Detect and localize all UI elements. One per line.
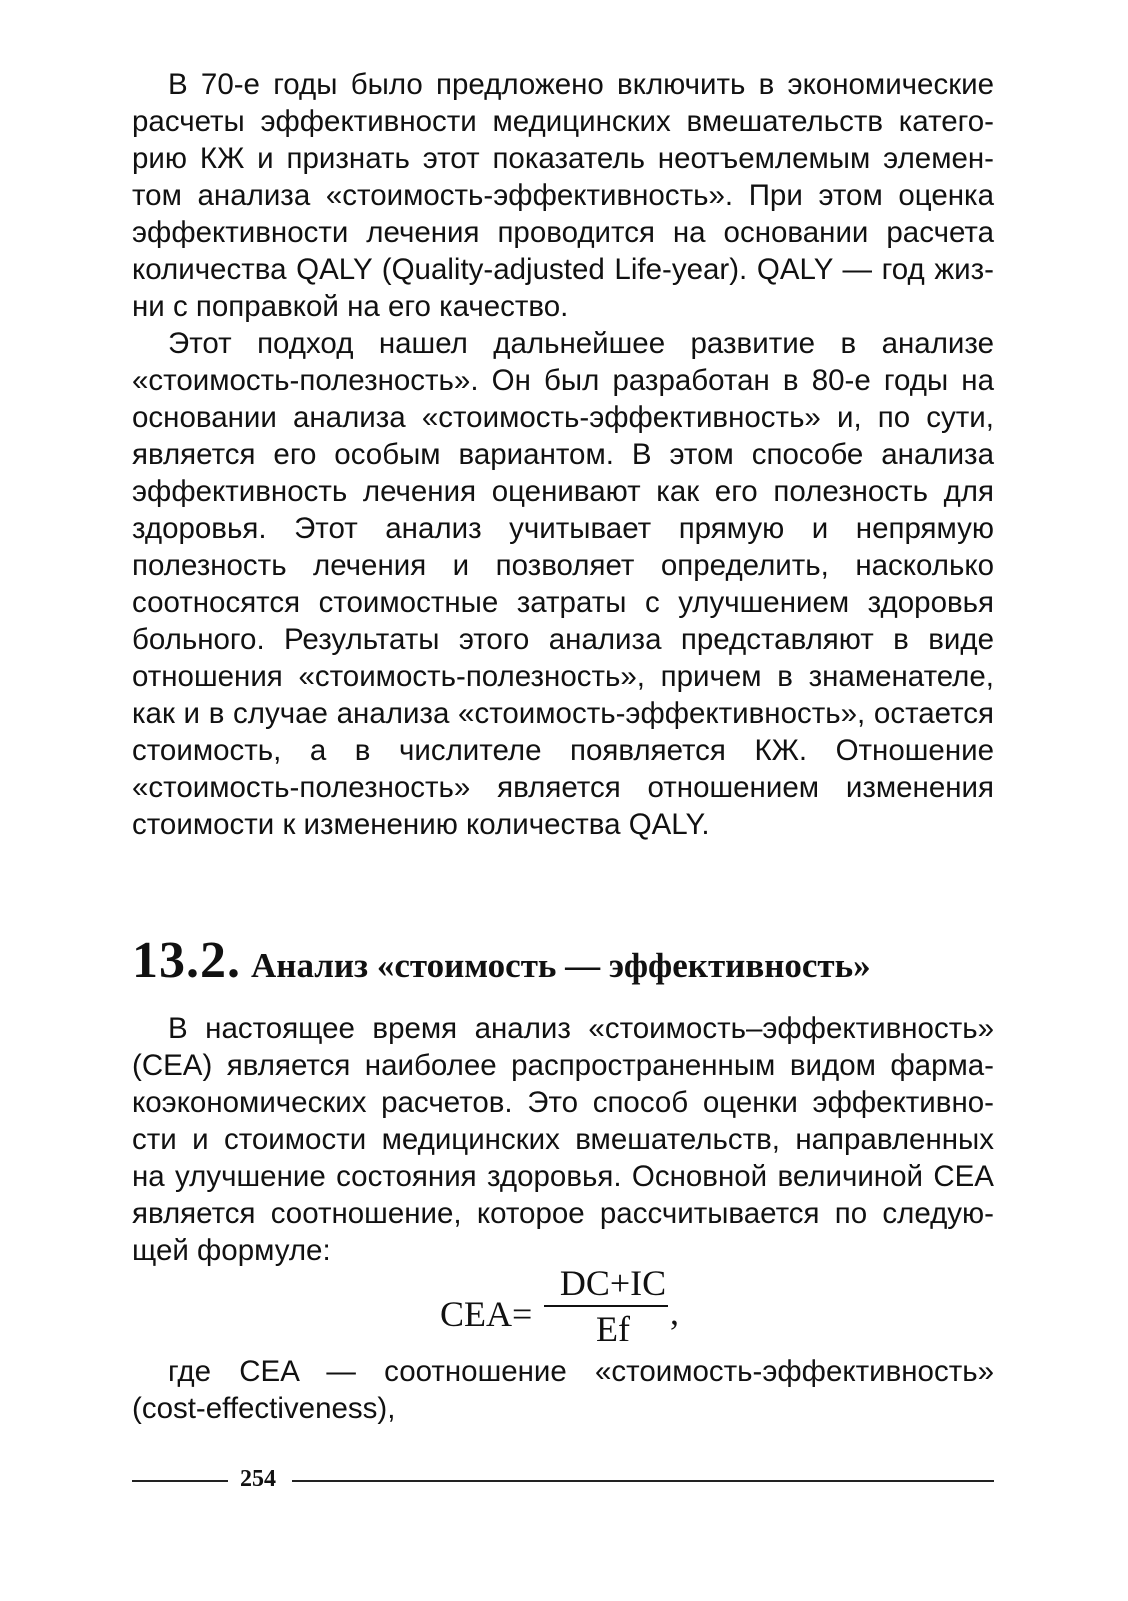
- page-footer: [132, 1466, 994, 1496]
- formula-comma: ,: [670, 1292, 679, 1332]
- paragraph-qaly-intro: В 70-е годы было предложено включить в экономические расчеты эффективности медицинских вмешательств категорию КЖ и признать этот показатель неотъемлемым элементом анализа «стоимость-эффективность». При этом оценка эффективности лечения проводится на основании расчета количества QALY (Quality-adjusted Life-year). QALY — год жизни с поправкой на его качество.: [132, 68, 994, 323]
- section-heading: [132, 931, 994, 990]
- formula-lhs: CEA=: [440, 1294, 533, 1334]
- footer-rule-right: [292, 1480, 994, 1482]
- formula-fraction: [544, 1263, 668, 1349]
- section-number: 13.2.: [132, 932, 241, 989]
- paragraph-cea-intro: В настоящее время анализ «стоимость–эффективность» (CEA) является наиболее распространенным видом фармакоэкономических расчетов. Это способ оценки эффективности и стоимости медицинских вмешательств, направленных на улучшение состояния здоровья. Основной величиной CEA является соотношение, которое рассчитывается по следующей формуле:: [132, 1012, 994, 1267]
- formula-definition: где CEA — соотношение «стоимость-эффективность» (cost-effectiveness),: [132, 1355, 994, 1425]
- cea-formula: [132, 1263, 994, 1353]
- footer-rule-left: [132, 1480, 228, 1482]
- paragraph-cost-utility: Этот подход нашел дальнейшее развитие в анализе «стоимость-полезность». Он был разработан в 80-е годы на основании анализа «стоимость-эффективность» и, по сути, является его особым вариантом. В этом способе анализа эффективность лечения оценивают как его полезность для здоровья. Этот анализ учитывает прямую и непрямую полезность лечения и позволяет определить, насколько соотносятся стоимостные затраты с улучшением здоровья больного. Результаты этого анализа представляют в виде отношения «стоимость-полезность», причем в знаменателе, как и в случае анализа «стоимость-эффективность», остается стоимость, а в числителе появляется КЖ. Отношение «стоимость-полезность» является отношением изменения стоимости к изменению количества QALY.: [132, 327, 994, 841]
- formula-fraction-bar: [544, 1305, 668, 1307]
- formula-numerator: DC+IC: [559, 1263, 667, 1303]
- section-title: Анализ «стоимость — эффективность»: [251, 946, 871, 985]
- page-body: [132, 66, 994, 1427]
- formula-denominator: Ef: [596, 1309, 630, 1349]
- page-number: 254: [240, 1466, 276, 1492]
